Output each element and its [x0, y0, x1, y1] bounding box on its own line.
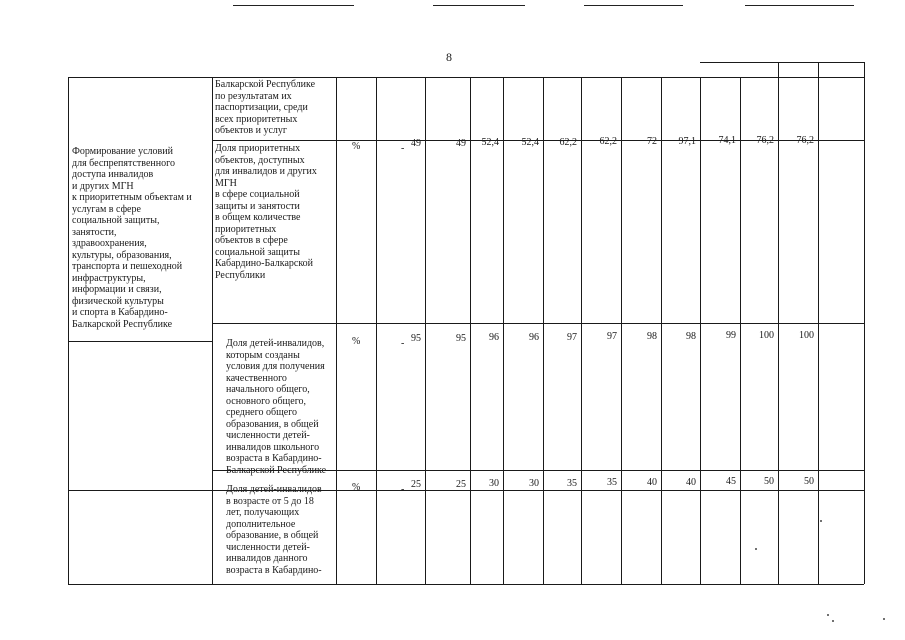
- table-hrule: [68, 341, 212, 342]
- scan-speck: [755, 548, 757, 550]
- value-cell: 95: [411, 333, 421, 344]
- unit-cell: %: [352, 336, 361, 347]
- scan-speck: [883, 618, 885, 620]
- value-cell: 25: [456, 478, 466, 490]
- value-cell: 98: [647, 331, 657, 343]
- unit-cell: %: [352, 482, 361, 493]
- base-cell: -: [401, 484, 405, 495]
- table-hrule: [212, 323, 864, 324]
- value-cell: 52,4: [521, 136, 539, 148]
- table-vrule: [68, 77, 69, 584]
- table-hrule: [68, 584, 864, 585]
- value-cell: 45: [726, 476, 736, 488]
- value-cell: 96: [529, 331, 539, 343]
- value-cell: 97: [607, 331, 617, 343]
- value-cell: 98: [686, 330, 696, 342]
- value-cell: 30: [489, 478, 499, 490]
- scan-speck: [832, 620, 834, 622]
- value-cell: 50: [764, 476, 774, 488]
- header-rule: [233, 5, 354, 6]
- table-vrule: [470, 77, 471, 584]
- table-vrule: [212, 77, 213, 584]
- indicator-cell: Доля приоритетных объектов, доступных для инвалидов и других МГН в сфере социальной защиты и занятости в общем количестве приоритетных объектов в сфере социальной защиты Кабардино-Балкарской Республики: [215, 143, 317, 281]
- table-hrule: [700, 62, 864, 63]
- value-cell: 97,1: [678, 135, 696, 147]
- table-vrule: [376, 77, 377, 584]
- value-cell: 76,2: [756, 135, 774, 147]
- table-vrule: [543, 77, 544, 584]
- scan-speck: [827, 614, 829, 616]
- value-cell: 35: [607, 477, 617, 489]
- base-cell: -: [401, 143, 405, 154]
- value-cell: 100: [799, 329, 814, 341]
- value-cell: 74,1: [718, 135, 736, 147]
- page-number: 8: [446, 50, 452, 64]
- value-cell: 52,4: [481, 137, 499, 149]
- value-cell: 25: [411, 479, 421, 490]
- value-cell: 72: [647, 136, 657, 148]
- base-cell: -: [401, 338, 405, 349]
- value-cell: 35: [567, 477, 577, 489]
- value-cell: 96: [489, 332, 499, 344]
- value-cell: 97: [567, 331, 577, 343]
- table-hrule: [68, 490, 864, 491]
- header-rule: [584, 5, 683, 6]
- header-rule: [745, 5, 854, 6]
- table-vrule: [864, 62, 865, 584]
- table-vrule: [425, 77, 426, 584]
- value-cell: 62,2: [559, 136, 577, 148]
- goal-cell: Формирование условий для беспрепятственного доступа инвалидов и других МГН к приоритетным объектам и услугам в сфере социальной защиты, занятости, здравоохранения, культуры, образования, транспорта и пешеходной инфраструктуры, информации и связи, физической культуры и спорта в Кабардино- Балкарской Республике: [72, 146, 192, 330]
- value-cell: 99: [726, 330, 736, 342]
- value-cell: 76,2: [796, 134, 814, 146]
- indicator-cell: Доля детей-инвалидов, которым созданы условия для получения качественного начального общего, основного общего, среднего общего образования, в общей численности детей- инвалидов школьного возраста в Кабардино- Балкарской Республике: [226, 338, 327, 476]
- indicator-cell: Балкарской Республике по результатам их паспортизации, среди всех приоритетных объектов и услуг: [215, 79, 316, 136]
- scan-speck: [820, 520, 822, 522]
- table-vrule: [503, 77, 504, 584]
- table-hrule: [68, 77, 864, 78]
- value-cell: 40: [686, 476, 696, 488]
- value-cell: 30: [529, 477, 539, 489]
- unit-cell: %: [352, 141, 361, 152]
- value-cell: 40: [647, 477, 657, 489]
- value-cell: 50: [804, 475, 814, 487]
- header-rule: [433, 5, 525, 6]
- value-cell: 95: [456, 332, 466, 344]
- value-cell: 100: [759, 330, 774, 342]
- value-cell: 49: [456, 137, 466, 149]
- value-cell: 62,2: [599, 136, 617, 148]
- indicator-cell: Доля детей-инвалидов в возрасте от 5 до 18 лет, получающих дополнительное образование, в общей численности детей- инвалидов данного возраста в Кабардино-: [226, 484, 322, 576]
- value-cell: 49: [411, 138, 421, 149]
